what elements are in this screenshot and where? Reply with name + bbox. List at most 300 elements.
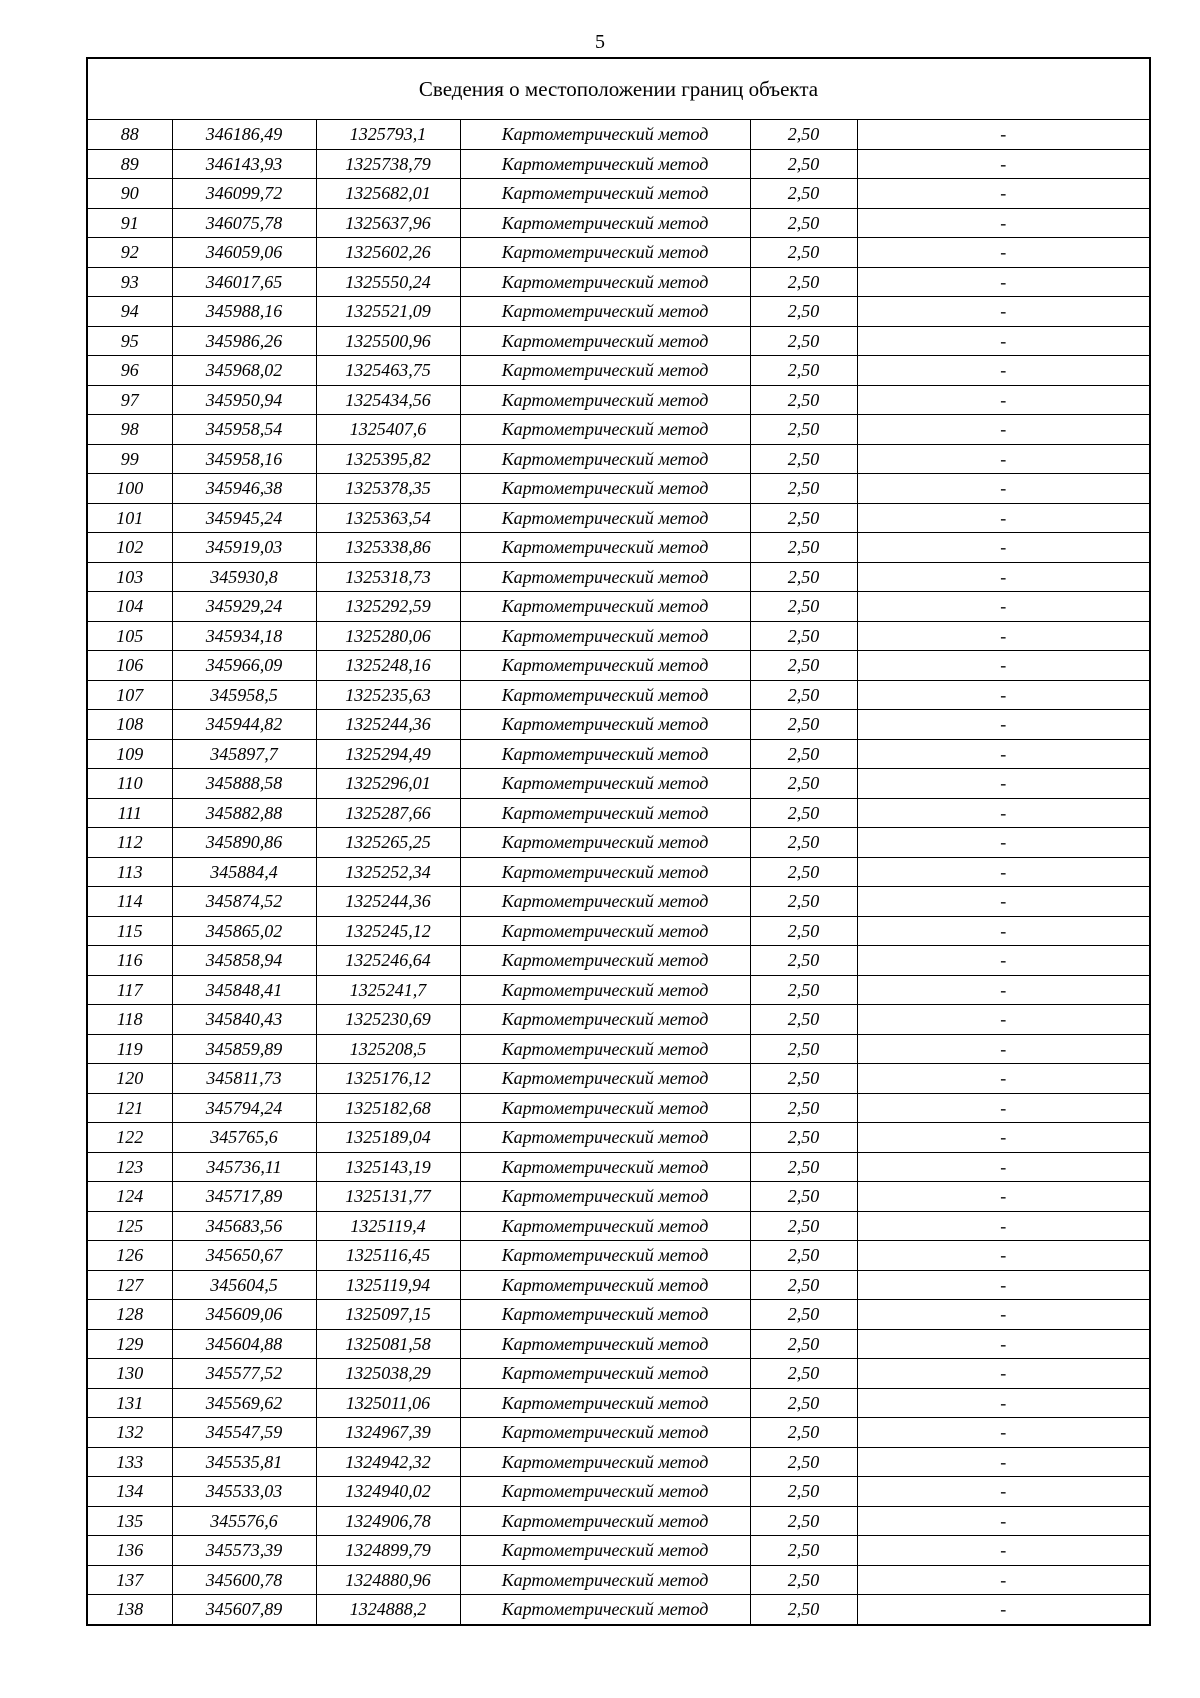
accuracy-cell: 2,50 — [750, 739, 857, 769]
table-row — [87, 1418, 1150, 1448]
accuracy-cell: 2,50 — [750, 1034, 857, 1064]
table-row — [87, 621, 1150, 651]
accuracy-cell: 2,50 — [750, 533, 857, 563]
point-number-cell: 119 — [87, 1034, 172, 1064]
x-coordinate-cell: 345929,24 — [172, 592, 316, 622]
point-number-cell: 117 — [87, 975, 172, 1005]
accuracy-cell: 2,50 — [750, 179, 857, 209]
x-coordinate-cell: 345988,16 — [172, 297, 316, 327]
point-number-cell: 124 — [87, 1182, 172, 1212]
y-coordinate-cell: 1325637,96 — [316, 208, 460, 238]
accuracy-cell: 2,50 — [750, 710, 857, 740]
table-row — [87, 769, 1150, 799]
x-coordinate-cell: 346059,06 — [172, 238, 316, 268]
x-coordinate-cell: 345576,6 — [172, 1506, 316, 1536]
table-row — [87, 1329, 1150, 1359]
x-coordinate-cell: 345609,06 — [172, 1300, 316, 1330]
x-coordinate-cell: 345604,5 — [172, 1270, 316, 1300]
method-cell: Картометрический метод — [460, 1064, 750, 1094]
boundary-table-container — [86, 57, 1149, 1626]
y-coordinate-cell: 1325208,5 — [316, 1034, 460, 1064]
y-coordinate-cell: 1325038,29 — [316, 1359, 460, 1389]
point-number-cell: 98 — [87, 415, 172, 445]
y-coordinate-cell: 1325131,77 — [316, 1182, 460, 1212]
x-coordinate-cell: 345600,78 — [172, 1565, 316, 1595]
y-coordinate-cell: 1325395,82 — [316, 444, 460, 474]
description-cell: - — [857, 533, 1150, 563]
method-cell: Картометрический метод — [460, 1300, 750, 1330]
description-cell: - — [857, 857, 1150, 887]
accuracy-cell: 2,50 — [750, 1565, 857, 1595]
table-row — [87, 326, 1150, 356]
point-number-cell: 103 — [87, 562, 172, 592]
x-coordinate-cell: 345958,16 — [172, 444, 316, 474]
description-cell: - — [857, 975, 1150, 1005]
table-row — [87, 1270, 1150, 1300]
description-cell: - — [857, 887, 1150, 917]
point-number-cell: 93 — [87, 267, 172, 297]
x-coordinate-cell: 345604,88 — [172, 1329, 316, 1359]
method-cell: Картометрический метод — [460, 1152, 750, 1182]
x-coordinate-cell: 345547,59 — [172, 1418, 316, 1448]
x-coordinate-cell: 345944,82 — [172, 710, 316, 740]
x-coordinate-cell: 345859,89 — [172, 1034, 316, 1064]
point-number-cell: 90 — [87, 179, 172, 209]
x-coordinate-cell: 345945,24 — [172, 503, 316, 533]
method-cell: Картометрический метод — [460, 1447, 750, 1477]
method-cell: Картометрический метод — [460, 916, 750, 946]
method-cell: Картометрический метод — [460, 1506, 750, 1536]
description-cell: - — [857, 1211, 1150, 1241]
y-coordinate-cell: 1325235,63 — [316, 680, 460, 710]
y-coordinate-cell: 1324940,02 — [316, 1477, 460, 1507]
table-row — [87, 1034, 1150, 1064]
x-coordinate-cell: 345573,39 — [172, 1536, 316, 1566]
y-coordinate-cell: 1325241,7 — [316, 975, 460, 1005]
accuracy-cell: 2,50 — [750, 1595, 857, 1625]
table-row — [87, 1241, 1150, 1271]
y-coordinate-cell: 1325244,36 — [316, 710, 460, 740]
description-cell: - — [857, 1182, 1150, 1212]
table-row — [87, 1477, 1150, 1507]
x-coordinate-cell: 345736,11 — [172, 1152, 316, 1182]
method-cell: Картометрический метод — [460, 592, 750, 622]
point-number-cell: 131 — [87, 1388, 172, 1418]
accuracy-cell: 2,50 — [750, 474, 857, 504]
point-number-cell: 101 — [87, 503, 172, 533]
table-row — [87, 1064, 1150, 1094]
description-cell: - — [857, 1064, 1150, 1094]
accuracy-cell: 2,50 — [750, 1329, 857, 1359]
method-cell: Картометрический метод — [460, 1565, 750, 1595]
y-coordinate-cell: 1325738,79 — [316, 149, 460, 179]
x-coordinate-cell: 346099,72 — [172, 179, 316, 209]
table-row — [87, 1506, 1150, 1536]
method-cell: Картометрический метод — [460, 857, 750, 887]
accuracy-cell: 2,50 — [750, 503, 857, 533]
description-cell: - — [857, 562, 1150, 592]
accuracy-cell: 2,50 — [750, 1270, 857, 1300]
point-number-cell: 108 — [87, 710, 172, 740]
accuracy-cell: 2,50 — [750, 1123, 857, 1153]
table-row — [87, 857, 1150, 887]
accuracy-cell: 2,50 — [750, 769, 857, 799]
accuracy-cell: 2,50 — [750, 1506, 857, 1536]
x-coordinate-cell: 345848,41 — [172, 975, 316, 1005]
description-cell: - — [857, 1270, 1150, 1300]
x-coordinate-cell: 346075,78 — [172, 208, 316, 238]
x-coordinate-cell: 345890,86 — [172, 828, 316, 858]
accuracy-cell: 2,50 — [750, 415, 857, 445]
accuracy-cell: 2,50 — [750, 208, 857, 238]
x-coordinate-cell: 345986,26 — [172, 326, 316, 356]
y-coordinate-cell: 1325521,09 — [316, 297, 460, 327]
x-coordinate-cell: 345535,81 — [172, 1447, 316, 1477]
point-number-cell: 109 — [87, 739, 172, 769]
method-cell: Картометрический метод — [460, 120, 750, 150]
table-row — [87, 562, 1150, 592]
method-cell: Картометрический метод — [460, 621, 750, 651]
y-coordinate-cell: 1325292,59 — [316, 592, 460, 622]
point-number-cell: 94 — [87, 297, 172, 327]
y-coordinate-cell: 1325119,4 — [316, 1211, 460, 1241]
description-cell: - — [857, 326, 1150, 356]
table-body — [87, 120, 1150, 1625]
method-cell: Картометрический метод — [460, 1093, 750, 1123]
x-coordinate-cell: 345884,4 — [172, 857, 316, 887]
description-cell: - — [857, 149, 1150, 179]
table-row — [87, 179, 1150, 209]
y-coordinate-cell: 1325245,12 — [316, 916, 460, 946]
method-cell: Картометрический метод — [460, 533, 750, 563]
description-cell: - — [857, 798, 1150, 828]
accuracy-cell: 2,50 — [750, 592, 857, 622]
x-coordinate-cell: 345765,6 — [172, 1123, 316, 1153]
table-row — [87, 238, 1150, 268]
accuracy-cell: 2,50 — [750, 857, 857, 887]
accuracy-cell: 2,50 — [750, 1064, 857, 1094]
table-row — [87, 975, 1150, 1005]
point-number-cell: 135 — [87, 1506, 172, 1536]
accuracy-cell: 2,50 — [750, 1388, 857, 1418]
x-coordinate-cell: 345569,62 — [172, 1388, 316, 1418]
y-coordinate-cell: 1325363,54 — [316, 503, 460, 533]
table-row — [87, 356, 1150, 386]
point-number-cell: 102 — [87, 533, 172, 563]
description-cell: - — [857, 179, 1150, 209]
description-cell: - — [857, 651, 1150, 681]
description-cell: - — [857, 1329, 1150, 1359]
y-coordinate-cell: 1325318,73 — [316, 562, 460, 592]
y-coordinate-cell: 1325378,35 — [316, 474, 460, 504]
table-row — [87, 1447, 1150, 1477]
description-cell: - — [857, 828, 1150, 858]
y-coordinate-cell: 1325119,94 — [316, 1270, 460, 1300]
x-coordinate-cell: 345717,89 — [172, 1182, 316, 1212]
point-number-cell: 118 — [87, 1005, 172, 1035]
y-coordinate-cell: 1324888,2 — [316, 1595, 460, 1625]
description-cell: - — [857, 1300, 1150, 1330]
method-cell: Картометрический метод — [460, 1211, 750, 1241]
point-number-cell: 113 — [87, 857, 172, 887]
accuracy-cell: 2,50 — [750, 887, 857, 917]
description-cell: - — [857, 208, 1150, 238]
y-coordinate-cell: 1325189,04 — [316, 1123, 460, 1153]
point-number-cell: 114 — [87, 887, 172, 917]
x-coordinate-cell: 345882,88 — [172, 798, 316, 828]
table-row — [87, 1536, 1150, 1566]
table-row — [87, 120, 1150, 150]
table-row — [87, 680, 1150, 710]
point-number-cell: 123 — [87, 1152, 172, 1182]
method-cell: Картометрический метод — [460, 1418, 750, 1448]
point-number-cell: 125 — [87, 1211, 172, 1241]
description-cell: - — [857, 1536, 1150, 1566]
description-cell: - — [857, 238, 1150, 268]
x-coordinate-cell: 345897,7 — [172, 739, 316, 769]
y-coordinate-cell: 1325682,01 — [316, 179, 460, 209]
table-row — [87, 946, 1150, 976]
y-coordinate-cell: 1325338,86 — [316, 533, 460, 563]
description-cell: - — [857, 385, 1150, 415]
accuracy-cell: 2,50 — [750, 444, 857, 474]
point-number-cell: 126 — [87, 1241, 172, 1271]
x-coordinate-cell: 346017,65 — [172, 267, 316, 297]
method-cell: Картометрический метод — [460, 710, 750, 740]
x-coordinate-cell: 345958,54 — [172, 415, 316, 445]
accuracy-cell: 2,50 — [750, 326, 857, 356]
x-coordinate-cell: 345946,38 — [172, 474, 316, 504]
table-row — [87, 710, 1150, 740]
y-coordinate-cell: 1325097,15 — [316, 1300, 460, 1330]
point-number-cell: 121 — [87, 1093, 172, 1123]
y-coordinate-cell: 1324967,39 — [316, 1418, 460, 1448]
accuracy-cell: 2,50 — [750, 1093, 857, 1123]
point-number-cell: 130 — [87, 1359, 172, 1389]
point-number-cell: 104 — [87, 592, 172, 622]
table-row — [87, 1300, 1150, 1330]
method-cell: Картометрический метод — [460, 651, 750, 681]
table-row — [87, 798, 1150, 828]
point-number-cell: 132 — [87, 1418, 172, 1448]
description-cell: - — [857, 297, 1150, 327]
y-coordinate-cell: 1325011,06 — [316, 1388, 460, 1418]
table-row — [87, 415, 1150, 445]
x-coordinate-cell: 345865,02 — [172, 916, 316, 946]
point-number-cell: 96 — [87, 356, 172, 386]
y-coordinate-cell: 1325294,49 — [316, 739, 460, 769]
point-number-cell: 99 — [87, 444, 172, 474]
description-cell: - — [857, 1005, 1150, 1035]
description-cell: - — [857, 415, 1150, 445]
accuracy-cell: 2,50 — [750, 1241, 857, 1271]
table-row — [87, 444, 1150, 474]
method-cell: Картометрический метод — [460, 1005, 750, 1035]
y-coordinate-cell: 1325407,6 — [316, 415, 460, 445]
point-number-cell: 122 — [87, 1123, 172, 1153]
point-number-cell: 134 — [87, 1477, 172, 1507]
description-cell: - — [857, 739, 1150, 769]
x-coordinate-cell: 345950,94 — [172, 385, 316, 415]
y-coordinate-cell: 1325143,19 — [316, 1152, 460, 1182]
table-row — [87, 592, 1150, 622]
table-row — [87, 1005, 1150, 1035]
method-cell: Картометрический метод — [460, 975, 750, 1005]
description-cell: - — [857, 1418, 1150, 1448]
x-coordinate-cell: 345533,03 — [172, 1477, 316, 1507]
table-row — [87, 474, 1150, 504]
y-coordinate-cell: 1325602,26 — [316, 238, 460, 268]
point-number-cell: 88 — [87, 120, 172, 150]
accuracy-cell: 2,50 — [750, 1477, 857, 1507]
x-coordinate-cell: 345858,94 — [172, 946, 316, 976]
description-cell: - — [857, 474, 1150, 504]
method-cell: Картометрический метод — [460, 1388, 750, 1418]
table-row — [87, 828, 1150, 858]
point-number-cell: 137 — [87, 1565, 172, 1595]
table-row — [87, 1152, 1150, 1182]
method-cell: Картометрический метод — [460, 179, 750, 209]
table-row — [87, 916, 1150, 946]
method-cell: Картометрический метод — [460, 385, 750, 415]
point-number-cell: 136 — [87, 1536, 172, 1566]
table-row — [87, 503, 1150, 533]
accuracy-cell: 2,50 — [750, 356, 857, 386]
accuracy-cell: 2,50 — [750, 267, 857, 297]
point-number-cell: 97 — [87, 385, 172, 415]
method-cell: Картометрический метод — [460, 474, 750, 504]
description-cell: - — [857, 267, 1150, 297]
method-cell: Картометрический метод — [460, 1034, 750, 1064]
description-cell: - — [857, 916, 1150, 946]
accuracy-cell: 2,50 — [750, 916, 857, 946]
accuracy-cell: 2,50 — [750, 798, 857, 828]
x-coordinate-cell: 345577,52 — [172, 1359, 316, 1389]
y-coordinate-cell: 1325280,06 — [316, 621, 460, 651]
method-cell: Картометрический метод — [460, 1595, 750, 1625]
point-number-cell: 111 — [87, 798, 172, 828]
page-number: 5 — [595, 31, 605, 53]
table-row — [87, 651, 1150, 681]
accuracy-cell: 2,50 — [750, 946, 857, 976]
table-row — [87, 739, 1150, 769]
x-coordinate-cell: 345683,56 — [172, 1211, 316, 1241]
description-cell: - — [857, 592, 1150, 622]
point-number-cell: 128 — [87, 1300, 172, 1330]
table-title: Сведения о местоположении границ объекта — [87, 58, 1150, 120]
accuracy-cell: 2,50 — [750, 1300, 857, 1330]
method-cell: Картометрический метод — [460, 769, 750, 799]
description-cell: - — [857, 1359, 1150, 1389]
table-row — [87, 297, 1150, 327]
method-cell: Картометрический метод — [460, 1182, 750, 1212]
point-number-cell: 115 — [87, 916, 172, 946]
point-number-cell: 105 — [87, 621, 172, 651]
method-cell: Картометрический метод — [460, 444, 750, 474]
y-coordinate-cell: 1325500,96 — [316, 326, 460, 356]
y-coordinate-cell: 1325287,66 — [316, 798, 460, 828]
point-number-cell: 89 — [87, 149, 172, 179]
x-coordinate-cell: 345794,24 — [172, 1093, 316, 1123]
table-row — [87, 1093, 1150, 1123]
x-coordinate-cell: 345888,58 — [172, 769, 316, 799]
y-coordinate-cell: 1325434,56 — [316, 385, 460, 415]
point-number-cell: 138 — [87, 1595, 172, 1625]
table-row — [87, 149, 1150, 179]
description-cell: - — [857, 1447, 1150, 1477]
table-row — [87, 1565, 1150, 1595]
x-coordinate-cell: 345919,03 — [172, 533, 316, 563]
point-number-cell: 133 — [87, 1447, 172, 1477]
method-cell: Картометрический метод — [460, 1270, 750, 1300]
method-cell: Картометрический метод — [460, 415, 750, 445]
point-number-cell: 112 — [87, 828, 172, 858]
accuracy-cell: 2,50 — [750, 1211, 857, 1241]
y-coordinate-cell: 1324880,96 — [316, 1565, 460, 1595]
description-cell: - — [857, 356, 1150, 386]
accuracy-cell: 2,50 — [750, 297, 857, 327]
point-number-cell: 110 — [87, 769, 172, 799]
table-row — [87, 1595, 1150, 1625]
description-cell: - — [857, 1477, 1150, 1507]
x-coordinate-cell: 345958,5 — [172, 680, 316, 710]
y-coordinate-cell: 1325463,75 — [316, 356, 460, 386]
description-cell: - — [857, 1241, 1150, 1271]
method-cell: Картометрический метод — [460, 562, 750, 592]
description-cell: - — [857, 946, 1150, 976]
y-coordinate-cell: 1324899,79 — [316, 1536, 460, 1566]
method-cell: Картометрический метод — [460, 1123, 750, 1153]
y-coordinate-cell: 1325550,24 — [316, 267, 460, 297]
method-cell: Картометрический метод — [460, 1359, 750, 1389]
y-coordinate-cell: 1325248,16 — [316, 651, 460, 681]
method-cell: Картометрический метод — [460, 503, 750, 533]
table-row — [87, 1211, 1150, 1241]
y-coordinate-cell: 1325182,68 — [316, 1093, 460, 1123]
method-cell: Картометрический метод — [460, 1536, 750, 1566]
method-cell: Картометрический метод — [460, 356, 750, 386]
table-row — [87, 1123, 1150, 1153]
y-coordinate-cell: 1325230,69 — [316, 1005, 460, 1035]
method-cell: Картометрический метод — [460, 1329, 750, 1359]
accuracy-cell: 2,50 — [750, 120, 857, 150]
accuracy-cell: 2,50 — [750, 1182, 857, 1212]
point-number-cell: 91 — [87, 208, 172, 238]
x-coordinate-cell: 345811,73 — [172, 1064, 316, 1094]
point-number-cell: 120 — [87, 1064, 172, 1094]
y-coordinate-cell: 1324942,32 — [316, 1447, 460, 1477]
x-coordinate-cell: 345930,8 — [172, 562, 316, 592]
accuracy-cell: 2,50 — [750, 238, 857, 268]
x-coordinate-cell: 345968,02 — [172, 356, 316, 386]
method-cell: Картометрический метод — [460, 238, 750, 268]
method-cell: Картометрический метод — [460, 326, 750, 356]
accuracy-cell: 2,50 — [750, 1005, 857, 1035]
accuracy-cell: 2,50 — [750, 828, 857, 858]
description-cell: - — [857, 503, 1150, 533]
y-coordinate-cell: 1325244,36 — [316, 887, 460, 917]
table-row — [87, 533, 1150, 563]
x-coordinate-cell: 345934,18 — [172, 621, 316, 651]
y-coordinate-cell: 1325252,34 — [316, 857, 460, 887]
method-cell: Картометрический метод — [460, 680, 750, 710]
x-coordinate-cell: 346143,93 — [172, 149, 316, 179]
description-cell: - — [857, 621, 1150, 651]
point-number-cell: 127 — [87, 1270, 172, 1300]
y-coordinate-cell: 1325793,1 — [316, 120, 460, 150]
description-cell: - — [857, 1388, 1150, 1418]
y-coordinate-cell: 1325296,01 — [316, 769, 460, 799]
